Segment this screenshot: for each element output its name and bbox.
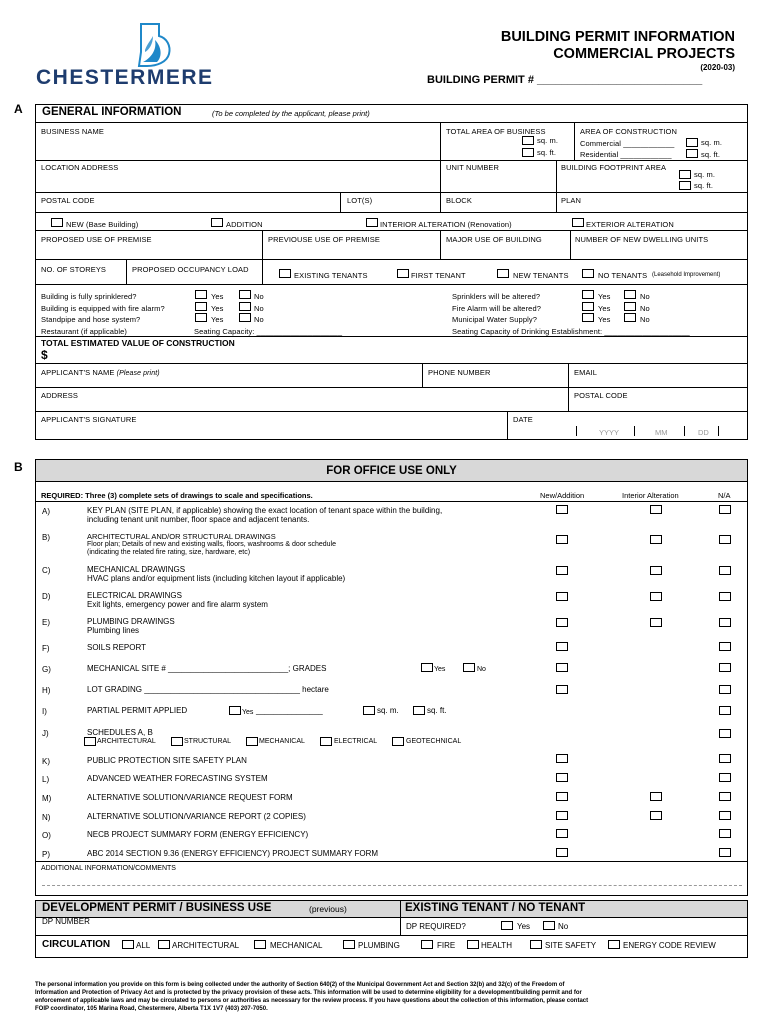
a-int-checkbox[interactable] (650, 505, 662, 514)
new-tenants-checkbox[interactable] (497, 269, 509, 278)
fire-alarm-altered-no-checkbox[interactable] (624, 302, 636, 311)
partial-sqm-label: sq. m. (377, 706, 399, 715)
n-na-checkbox[interactable] (719, 811, 731, 820)
grades-yes-checkbox[interactable] (421, 663, 433, 672)
item-key: F) (42, 644, 50, 653)
m-int-checkbox[interactable] (650, 792, 662, 801)
h-new-checkbox[interactable] (556, 685, 568, 694)
circ-architectural-checkbox[interactable] (158, 940, 170, 949)
circ-health-label: HEALTH (481, 941, 512, 950)
page-subtitle: COMMERCIAL PROJECTS (553, 46, 735, 62)
total-area-sqm-label: sq. m. (537, 136, 559, 145)
c-int-checkbox[interactable] (650, 566, 662, 575)
water-supply-no-checkbox[interactable] (624, 313, 636, 322)
e-na-checkbox[interactable] (719, 618, 731, 627)
new-tenants-label: NEW TENANTS (513, 271, 569, 280)
fire-alarm-altered-label: Fire Alarm will be altered? (452, 304, 541, 313)
phone-label: PHONE NUMBER (428, 368, 491, 377)
chestermere-logo-icon (129, 22, 179, 68)
total-area-label: TOTAL AREA OF BUSINESS (446, 127, 546, 136)
dev-permit-previous: (previous) (309, 904, 347, 914)
circ-plumbing-label: PLUMBING (358, 941, 400, 950)
area-construction-label: AREA OF CONSTRUCTION (580, 127, 678, 136)
office-use-title: FOR OFFICE USE ONLY (326, 465, 457, 477)
org-name: CHESTERMERE (36, 66, 214, 89)
item-key: I) (42, 707, 47, 716)
item-text: KEY PLAN (SITE PLAN, if applicable) showing the exact location of tenant space within the building, (87, 506, 443, 515)
occupancy-label: PROPOSED OCCUPANCY LOAD (132, 265, 249, 274)
item-text: ALTERNATIVE SOLUTION/VARIANCE REPORT (2 COPIES) (87, 812, 306, 821)
dp-required-yes-checkbox[interactable] (501, 921, 513, 930)
standpipe-label: Standpipe and hose system? (41, 315, 141, 324)
item-subtext: Plumbing lines (87, 626, 140, 635)
e-int-checkbox[interactable] (650, 618, 662, 627)
no-label: No (558, 922, 569, 931)
footprint-sqft-label: sq. ft. (694, 181, 714, 190)
seating-capacity-field[interactable]: Seating Capacity: ____________________ (194, 327, 343, 336)
b-na-checkbox[interactable] (719, 535, 731, 544)
new-building-label: NEW (Base Building) (66, 220, 139, 229)
block-label: BLOCK (446, 196, 472, 205)
sprinklered-no-checkbox[interactable] (239, 290, 251, 299)
i-na-checkbox[interactable] (719, 706, 731, 715)
l-na-checkbox[interactable] (719, 773, 731, 782)
location-address-label: LOCATION ADDRESS (41, 163, 119, 172)
item-text: ALTERNATIVE SOLUTION/VARIANCE REQUEST FORM (87, 793, 293, 802)
sprinklers-altered-no-checkbox[interactable] (624, 290, 636, 299)
yes-label: Yes (517, 922, 531, 931)
total-area-sqft-checkbox[interactable] (522, 148, 534, 157)
yes-label: Yes (598, 304, 611, 313)
sched-geotechnical-checkbox[interactable] (392, 737, 404, 746)
item-key: K) (42, 757, 50, 766)
col-na: N/A (718, 491, 731, 500)
total-area-sqm-checkbox[interactable] (522, 136, 534, 145)
existing-tenant-title: EXISTING TENANT / NO TENANT (405, 902, 586, 914)
fire-alarm-altered-yes-checkbox[interactable] (582, 302, 594, 311)
f-na-checkbox[interactable] (719, 642, 731, 651)
o-new-checkbox[interactable] (556, 829, 568, 838)
d-new-checkbox[interactable] (556, 592, 568, 601)
addition-checkbox[interactable] (211, 218, 223, 227)
residential-sqft-checkbox[interactable] (686, 149, 698, 158)
item-text: ADVANCED WEATHER FORECASTING SYSTEM (87, 774, 268, 783)
privacy-line-4: FOIP coordinator, 105 Marina Road, Chestermere, Alberta T1X 1V7 (403) 207-7050. (35, 1006, 268, 1012)
item-text[interactable]: MECHANICAL SITE # ___________________________; GRADES (87, 664, 327, 673)
d-na-checkbox[interactable] (719, 592, 731, 601)
sched-geotechnical-label: GEOTECHNICAL (406, 738, 462, 745)
plan-label: PLAN (561, 196, 581, 205)
existing-tenants-checkbox[interactable] (279, 269, 291, 278)
restaurant-label: Restaurant (if applicable) (41, 327, 127, 336)
sprinklers-altered-yes-checkbox[interactable] (582, 290, 594, 299)
dwelling-units-label: NUMBER OF NEW DWELLING UNITS (575, 235, 709, 244)
item-key: P) (42, 850, 50, 859)
sched-electrical-label: ELECTRICAL (334, 738, 378, 745)
item-text: PUBLIC PROTECTION SITE SAFETY PLAN (87, 756, 247, 765)
h-na-checkbox[interactable] (719, 685, 731, 694)
logo (36, 22, 281, 88)
yes-label: Yes (211, 304, 224, 313)
sched-structural-checkbox[interactable] (171, 737, 183, 746)
e-new-checkbox[interactable] (556, 618, 568, 627)
additional-info-label: ADDITIONAL INFORMATION/COMMENTS (41, 865, 176, 872)
first-tenant-label: FIRST TENANT (411, 271, 466, 280)
m-na-checkbox[interactable] (719, 792, 731, 801)
no-label: No (477, 666, 486, 673)
yes-label: Yes (211, 315, 224, 324)
item-key: A) (42, 507, 50, 516)
no-label: No (254, 304, 264, 313)
item-text[interactable]: LOT GRADING ___________________________________ hectare (87, 685, 329, 694)
circ-plumbing-checkbox[interactable] (343, 940, 355, 949)
footprint-sqm-checkbox[interactable] (679, 170, 691, 179)
section-b-letter: B (14, 460, 23, 474)
no-label: No (254, 315, 264, 324)
date-label: DATE (513, 415, 533, 424)
exterior-alteration-checkbox[interactable] (572, 218, 584, 227)
k-new-checkbox[interactable] (556, 754, 568, 763)
item-key: C) (42, 566, 51, 575)
circ-mechanical-label: MECHANICAL (270, 941, 323, 950)
date-month[interactable]: MM (655, 428, 668, 437)
commercial-sqm-checkbox[interactable] (686, 138, 698, 147)
f-new-checkbox[interactable] (556, 642, 568, 651)
privacy-line-1: The personal information you provide on this form is being collected under the authority of Section 640(2) of the Municipal Government Act and Section 32(b) and 32(c) of the Freedom of (35, 982, 565, 988)
partial-sqft-label: sq. ft. (427, 706, 447, 715)
dp-number-label[interactable]: DP NUMBER (42, 917, 90, 926)
n-new-checkbox[interactable] (556, 811, 568, 820)
sched-structural-label: STRUCTURAL (184, 738, 232, 745)
no-tenants-checkbox[interactable] (582, 269, 594, 278)
j-na-checkbox[interactable] (719, 729, 731, 738)
seating-drinking-field[interactable]: Seating Capacity of Drinking Establishment: ____________________ (452, 327, 690, 336)
circulation-title: CIRCULATION (42, 939, 111, 950)
sched-architectural-checkbox[interactable] (84, 737, 96, 746)
privacy-line-2: Information and Protection of Privacy Act and is protected by the privacy provision of these acts. This information will be used to determine eligibility for a development/building permit and for (35, 990, 582, 996)
g-na-checkbox[interactable] (719, 663, 731, 672)
section-a-letter: A (14, 102, 23, 116)
office-use-header (36, 460, 747, 482)
existing-tenant-header (401, 901, 747, 917)
p-new-checkbox[interactable] (556, 848, 568, 857)
comments-line[interactable] (42, 885, 742, 886)
circ-fire-checkbox[interactable] (421, 940, 433, 949)
partial-sqm-checkbox[interactable] (363, 706, 375, 715)
first-tenant-checkbox[interactable] (397, 269, 409, 278)
footprint-label: BUILDING FOOTPRINT AREA (561, 163, 667, 172)
fire-alarm-label: Building is equipped with fire alarm? (41, 304, 165, 313)
sched-architectural-label: ARCHITECTURAL (97, 738, 156, 745)
item-text: SCHEDULES A, B (87, 728, 153, 737)
circ-all-checkbox[interactable] (122, 940, 134, 949)
c-new-checkbox[interactable] (556, 566, 568, 575)
postal-code-2-label: POSTAL CODE (574, 391, 628, 400)
item-text: NECB PROJECT SUMMARY FORM (ENERGY EFFICIENCY) (87, 830, 309, 839)
dev-permit-header (36, 901, 400, 917)
circ-fire-label: FIRE (437, 941, 456, 950)
dp-required-no-checkbox[interactable] (543, 921, 555, 930)
d-int-checkbox[interactable] (650, 592, 662, 601)
no-label: No (640, 315, 650, 324)
item-text: MECHANICAL DRAWINGS (87, 565, 186, 574)
a-new-checkbox[interactable] (556, 505, 568, 514)
dev-permit-title: DEVELOPMENT PERMIT / BUSINESS USE (42, 902, 272, 914)
yes-label: Yes (211, 292, 224, 301)
building-permit-number[interactable]: BUILDING PERMIT # ___________________________ (427, 74, 703, 86)
yes-label: Yes (598, 315, 611, 324)
k-na-checkbox[interactable] (719, 754, 731, 763)
item-key: J) (42, 729, 49, 738)
b-int-checkbox[interactable] (650, 535, 662, 544)
footprint-sqm-label: sq. m. (694, 170, 716, 179)
sched-mechanical-label: MECHANICAL (259, 738, 305, 745)
page-title: BUILDING PERMIT INFORMATION (500, 29, 735, 45)
major-use-label: MAJOR USE OF BUILDING (446, 235, 542, 244)
item-key: N) (42, 813, 51, 822)
total-value-dollar[interactable]: $ (41, 348, 48, 362)
commercial-sqm-label: sq. m. (701, 138, 723, 147)
interior-alteration-checkbox[interactable] (366, 218, 378, 227)
sprinklers-altered-label: Sprinklers will be altered? (452, 292, 541, 301)
o-na-checkbox[interactable] (719, 829, 731, 838)
m-new-checkbox[interactable] (556, 792, 568, 801)
l-new-checkbox[interactable] (556, 773, 568, 782)
business-name-label: BUSINESS NAME (41, 127, 104, 136)
item-key: O) (42, 831, 51, 840)
privacy-line-3: enforcement of applicable laws and may be circulated to persons or authorities as necessary for the review process. If you have questions about the collection of this information, please contact (35, 998, 589, 1004)
sched-mechanical-checkbox[interactable] (246, 737, 258, 746)
fire-alarm-no-checkbox[interactable] (239, 302, 251, 311)
please-print-note: (Please print) (116, 370, 160, 377)
circ-site-safety-label: SITE SAFETY (545, 941, 597, 950)
item-subtext: HVAC plans and/or equipment lists (including kitchen layout if applicable) (87, 574, 346, 583)
b-new-checkbox[interactable] (556, 535, 568, 544)
residential-sqft-label: sq. ft. (701, 150, 721, 159)
circ-all-label: ALL (136, 941, 151, 950)
applicant-name-label: APPLICANT'S NAME (Please print) (41, 368, 160, 377)
grades-no-checkbox[interactable] (463, 663, 475, 672)
item-key: L) (42, 775, 50, 784)
partial-area-field[interactable]: _______________ (256, 706, 323, 715)
item-key: M) (42, 794, 52, 803)
col-new-addition: New/Addition (540, 491, 585, 500)
item-text: PARTIAL PERMIT APPLIED (87, 706, 188, 715)
new-building-checkbox[interactable] (51, 218, 63, 227)
total-area-sqft-label: sq. ft. (537, 148, 557, 157)
no-tenants-label: NO TENANTS (598, 271, 648, 280)
water-supply-label: Municipal Water Supply? (452, 315, 537, 324)
existing-tenants-label: EXISTING TENANTS (294, 271, 368, 280)
commercial-label[interactable]: Commercial ____________ (580, 139, 675, 148)
circ-site-safety-checkbox[interactable] (530, 940, 542, 949)
date-day[interactable]: DD (698, 428, 709, 437)
a-na-checkbox[interactable] (719, 505, 731, 514)
item-subtext: (indicating the related fire rating, size, hardware, etc) (87, 549, 251, 556)
general-info-subtitle: (To be completed by the applicant, please print) (212, 109, 370, 118)
item-text: ABC 2014 SECTION 9.36 (ENERGY EFFICIENCY) PROJECT SUMMARY FORM (87, 849, 379, 858)
item-text: SOILS REPORT (87, 643, 146, 652)
leasehold-label: (Leasehold Improvement) (652, 272, 721, 278)
sched-electrical-checkbox[interactable] (320, 737, 332, 746)
required-note: REQUIRED: Three (3) complete sets of drawings to scale and specifications. (41, 491, 313, 500)
exterior-alteration-label: EXTERIOR ALTERATION (586, 220, 674, 229)
col-interior-alteration: Interior Alteration (622, 491, 679, 500)
no-label: No (640, 292, 650, 301)
total-value-label: TOTAL ESTIMATED VALUE OF CONSTRUCTION (41, 338, 235, 348)
footprint-sqft-checkbox[interactable] (679, 181, 691, 190)
dp-required-label: DP REQUIRED? (406, 922, 466, 931)
yes-label: Yes (242, 709, 254, 716)
proposed-use-label: PROPOSED USE OF PREMISE (41, 235, 152, 244)
circ-energy-checkbox[interactable] (608, 940, 620, 949)
sprinklered-label: Building is fully sprinklered? (41, 292, 137, 301)
form-version: (2020-03) (700, 63, 735, 72)
item-key: H) (42, 686, 51, 695)
lots-label: LOT(S) (347, 196, 373, 205)
fire-alarm-yes-checkbox[interactable] (195, 302, 207, 311)
n-int-checkbox[interactable] (650, 811, 662, 820)
storeys-label: NO. OF STOREYS (41, 265, 107, 274)
general-info-title: GENERAL INFORMATION (42, 106, 182, 118)
item-text: ARCHITECTURAL AND/OR STRUCTURAL DRAWINGS (87, 532, 276, 541)
postal-code-label: POSTAL CODE (41, 196, 95, 205)
circ-mechanical-checkbox[interactable] (254, 940, 266, 949)
standpipe-no-checkbox[interactable] (239, 313, 251, 322)
addition-label: ADDITION (226, 220, 263, 229)
general-info-header (36, 105, 747, 123)
interior-alteration-label: INTERIOR ALTERATION (Renovation) (380, 220, 512, 229)
no-label: No (254, 292, 264, 301)
item-subtext: Floor plan; Details of new and existing walls, floors, washrooms & door schedule (87, 541, 337, 548)
item-key: B) (42, 533, 50, 542)
item-subtext: including tenant unit number, floor space and adjacent tenants. (87, 515, 310, 524)
yes-label: Yes (598, 292, 611, 301)
unit-number-label: UNIT NUMBER (446, 163, 500, 172)
c-na-checkbox[interactable] (719, 566, 731, 575)
email-label: EMAIL (574, 368, 598, 377)
circ-health-checkbox[interactable] (467, 940, 479, 949)
residential-label[interactable]: Residential ____________ (580, 150, 672, 159)
signature-label: APPLICANT'S SIGNATURE (41, 415, 137, 424)
item-key: D) (42, 592, 51, 601)
yes-label: Yes (434, 666, 446, 673)
partial-sqft-checkbox[interactable] (413, 706, 425, 715)
p-na-checkbox[interactable] (719, 848, 731, 857)
sprinklered-yes-checkbox[interactable] (195, 290, 207, 299)
standpipe-yes-checkbox[interactable] (195, 313, 207, 322)
g-new-checkbox[interactable] (556, 663, 568, 672)
previous-use-label: PREVIOUSE USE OF PREMISE (268, 235, 381, 244)
item-subtext: Exit lights, emergency power and fire alarm system (87, 600, 268, 609)
item-key: G) (42, 665, 51, 674)
address-label: ADDRESS (41, 391, 78, 400)
item-text: PLUMBING DRAWINGS (87, 617, 175, 626)
item-key: E) (42, 618, 50, 627)
circ-energy-label: ENERGY CODE REVIEW (623, 941, 716, 950)
circ-architectural-label: ARCHITECTURAL (172, 941, 240, 950)
item-text: ELECTRICAL DRAWINGS (87, 591, 182, 600)
water-supply-yes-checkbox[interactable] (582, 313, 594, 322)
no-label: No (640, 304, 650, 313)
partial-yes-checkbox[interactable] (229, 706, 241, 715)
date-year[interactable]: YYYY (599, 428, 620, 437)
